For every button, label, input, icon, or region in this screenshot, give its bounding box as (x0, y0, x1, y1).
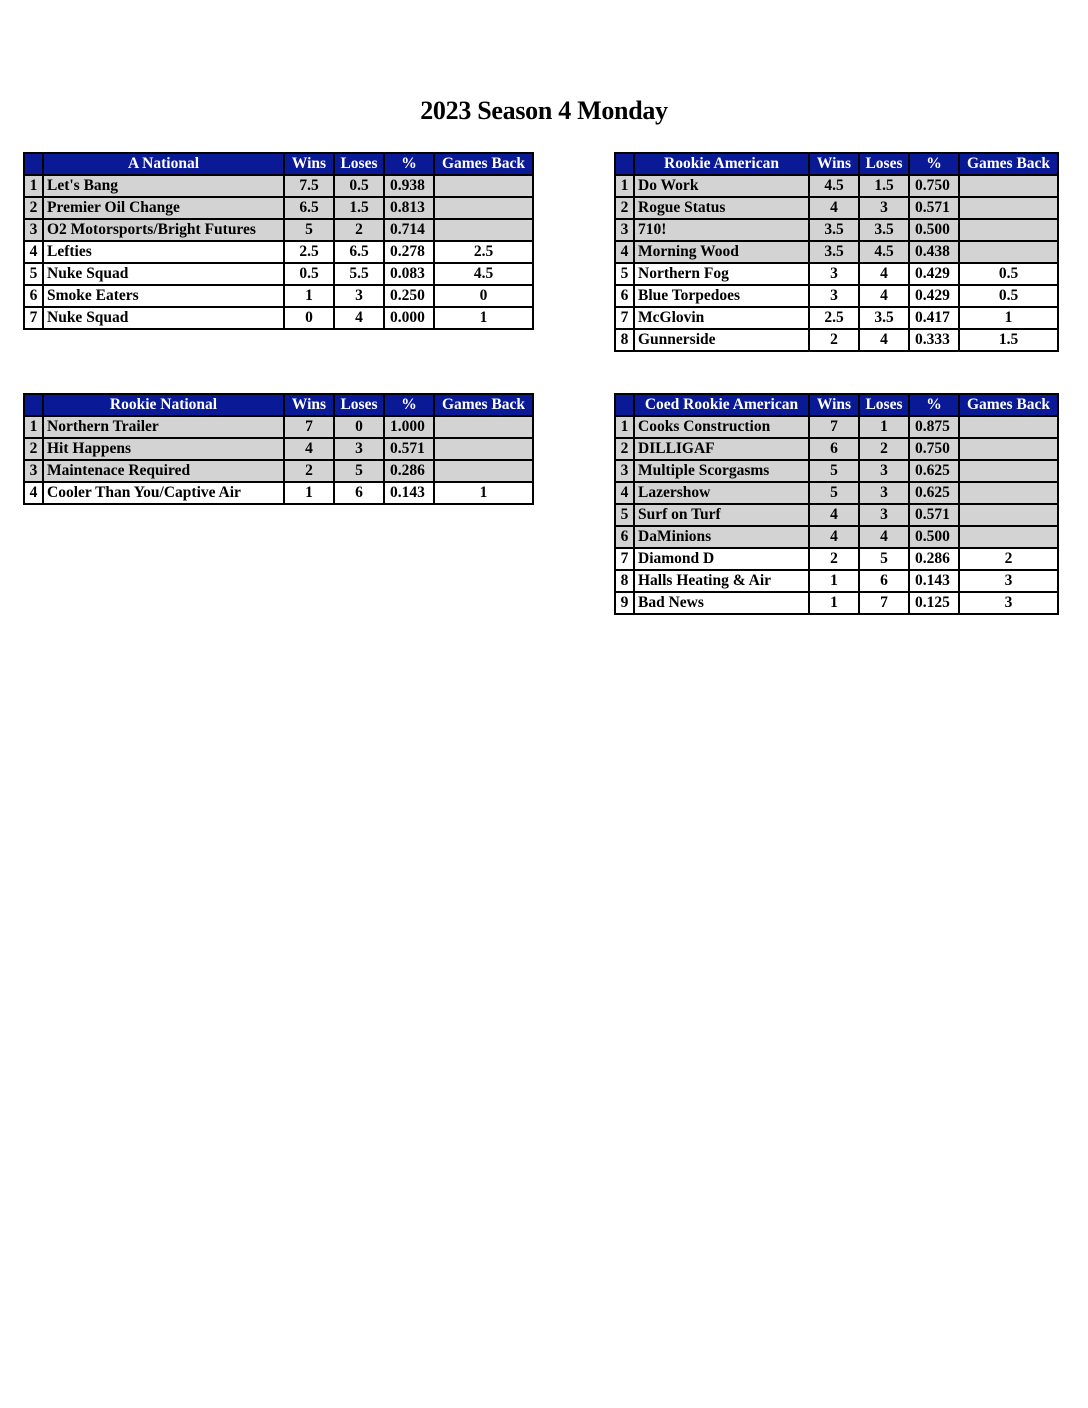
team-name-cell: 710! (634, 219, 809, 241)
games-back-cell (959, 197, 1058, 219)
games-back-cell (959, 482, 1058, 504)
loses-column-header: Loses (334, 394, 384, 416)
wins-cell: 4 (809, 526, 859, 548)
pct-column-header: % (384, 394, 434, 416)
games-back-cell (434, 416, 533, 438)
wins-cell: 7 (284, 416, 334, 438)
pct-cell: 0.625 (909, 482, 959, 504)
games-back-cell: 4.5 (434, 263, 533, 285)
games-back-cell (434, 219, 533, 241)
team-name-cell: DaMinions (634, 526, 809, 548)
loses-cell: 4 (859, 329, 909, 351)
loses-cell: 4 (859, 526, 909, 548)
page-title: 2023 Season 4 Monday (420, 96, 668, 125)
wins-cell: 4 (809, 197, 859, 219)
table-row (615, 241, 1058, 263)
wins-cell: 1 (284, 285, 334, 307)
table-row (24, 285, 533, 307)
rank-cell: 3 (615, 219, 634, 241)
division-name-header: Coed Rookie American (634, 394, 809, 416)
pct-cell: 0.571 (384, 438, 434, 460)
team-name-cell: Surf on Turf (634, 504, 809, 526)
loses-cell: 3 (859, 482, 909, 504)
table-row (615, 504, 1058, 526)
pct-cell: 0.429 (909, 285, 959, 307)
pct-cell: 0.286 (384, 460, 434, 482)
games-back-cell (959, 504, 1058, 526)
pct-column-header: % (384, 153, 434, 175)
rank-cell: 3 (24, 219, 43, 241)
table-header-row (24, 394, 533, 416)
loses-cell: 1.5 (334, 197, 384, 219)
team-name-cell: Rogue Status (634, 197, 809, 219)
games-back-cell (959, 219, 1058, 241)
pct-cell: 0.625 (909, 460, 959, 482)
loses-cell: 3 (334, 285, 384, 307)
rank-column-header (615, 153, 634, 175)
rank-column-header (24, 394, 43, 416)
table-row (24, 307, 533, 329)
loses-column-header: Loses (334, 153, 384, 175)
rank-cell: 3 (615, 460, 634, 482)
table-row (615, 438, 1058, 460)
team-name-cell: Premier Oil Change (43, 197, 284, 219)
loses-cell: 4 (334, 307, 384, 329)
table-row (615, 219, 1058, 241)
table-row (24, 175, 533, 197)
table-row (24, 482, 533, 504)
team-name-cell: McGlovin (634, 307, 809, 329)
wins-cell: 1 (809, 570, 859, 592)
table-row (615, 482, 1058, 504)
wins-column-header: Wins (284, 153, 334, 175)
pct-cell: 0.571 (909, 197, 959, 219)
table-row (615, 285, 1058, 307)
pct-cell: 0.500 (909, 526, 959, 548)
games-back-column-header: Games Back (959, 153, 1058, 175)
wins-cell: 3 (809, 263, 859, 285)
games-back-cell (959, 416, 1058, 438)
table-header-row (615, 394, 1058, 416)
team-name-cell: DILLIGAF (634, 438, 809, 460)
table-header-row (615, 153, 1058, 175)
wins-cell: 2 (809, 548, 859, 570)
wins-cell: 3.5 (809, 241, 859, 263)
games-back-cell (959, 460, 1058, 482)
pct-cell: 0.750 (909, 175, 959, 197)
loses-column-header: Loses (859, 153, 909, 175)
loses-cell: 1.5 (859, 175, 909, 197)
team-name-cell: Do Work (634, 175, 809, 197)
rank-cell: 7 (615, 307, 634, 329)
pct-cell: 0.143 (909, 570, 959, 592)
loses-cell: 2 (859, 438, 909, 460)
wins-cell: 4 (809, 504, 859, 526)
loses-cell: 3 (334, 438, 384, 460)
loses-cell: 6 (334, 482, 384, 504)
games-back-cell (959, 526, 1058, 548)
games-back-cell (434, 175, 533, 197)
wins-column-header: Wins (284, 394, 334, 416)
table-row (615, 570, 1058, 592)
pct-cell: 0.143 (384, 482, 434, 504)
rank-cell: 6 (615, 526, 634, 548)
team-name-cell: Hit Happens (43, 438, 284, 460)
team-name-cell: Nuke Squad (43, 307, 284, 329)
games-back-cell: 1 (434, 307, 533, 329)
games-back-cell: 1 (434, 482, 533, 504)
pct-cell: 0.750 (909, 438, 959, 460)
games-back-cell: 1.5 (959, 329, 1058, 351)
rank-column-header (615, 394, 634, 416)
pct-cell: 0.938 (384, 175, 434, 197)
wins-cell: 2 (809, 329, 859, 351)
pct-cell: 0.714 (384, 219, 434, 241)
rank-cell: 4 (615, 482, 634, 504)
pct-cell: 1.000 (384, 416, 434, 438)
pct-cell: 0.571 (909, 504, 959, 526)
rank-cell: 2 (24, 197, 43, 219)
team-name-cell: Northern Trailer (43, 416, 284, 438)
rank-cell: 6 (615, 285, 634, 307)
rank-cell: 5 (615, 263, 634, 285)
wins-cell: 6 (809, 438, 859, 460)
loses-cell: 7 (859, 592, 909, 614)
team-name-cell: Nuke Squad (43, 263, 284, 285)
loses-cell: 3 (859, 504, 909, 526)
table-row (24, 438, 533, 460)
games-back-cell: 0.5 (959, 263, 1058, 285)
pct-column-header: % (909, 394, 959, 416)
games-back-column-header: Games Back (959, 394, 1058, 416)
table-row (615, 329, 1058, 351)
table-row (615, 460, 1058, 482)
team-name-cell: Smoke Eaters (43, 285, 284, 307)
team-name-cell: Cooler Than You/Captive Air (43, 482, 284, 504)
rank-cell: 5 (24, 263, 43, 285)
team-name-cell: Let's Bang (43, 175, 284, 197)
loses-cell: 5.5 (334, 263, 384, 285)
games-back-column-header: Games Back (434, 153, 533, 175)
table-row (24, 416, 533, 438)
rank-cell: 7 (615, 548, 634, 570)
wins-cell: 1 (284, 482, 334, 504)
loses-cell: 6 (859, 570, 909, 592)
games-back-cell (434, 197, 533, 219)
wins-cell: 3 (809, 285, 859, 307)
wins-cell: 0 (284, 307, 334, 329)
rank-cell: 8 (615, 570, 634, 592)
wins-column-header: Wins (809, 394, 859, 416)
standings-table-coed-rookie-american (614, 393, 1059, 615)
table-row (24, 241, 533, 263)
rank-cell: 2 (615, 438, 634, 460)
standings-table-rookie-american (614, 152, 1059, 352)
loses-cell: 0.5 (334, 175, 384, 197)
table-row (24, 460, 533, 482)
loses-cell: 4 (859, 285, 909, 307)
team-name-cell: Cooks Construction (634, 416, 809, 438)
games-back-cell (959, 438, 1058, 460)
pct-cell: 0.813 (384, 197, 434, 219)
rank-cell: 1 (24, 416, 43, 438)
loses-cell: 0 (334, 416, 384, 438)
team-name-cell: O2 Motorsports/Bright Futures (43, 219, 284, 241)
rank-cell: 4 (615, 241, 634, 263)
team-name-cell: Northern Fog (634, 263, 809, 285)
table-row (24, 219, 533, 241)
division-name-header: A National (43, 153, 284, 175)
rank-cell: 1 (615, 416, 634, 438)
table-row (615, 548, 1058, 570)
rank-cell: 3 (24, 460, 43, 482)
table-row (615, 307, 1058, 329)
table-row (615, 197, 1058, 219)
team-name-cell: Lazershow (634, 482, 809, 504)
games-back-cell: 2 (959, 548, 1058, 570)
team-name-cell: Maintenace Required (43, 460, 284, 482)
table-row (615, 263, 1058, 285)
wins-cell: 3.5 (809, 219, 859, 241)
loses-cell: 3 (859, 460, 909, 482)
games-back-cell: 3 (959, 570, 1058, 592)
pct-cell: 0.500 (909, 219, 959, 241)
team-name-cell: Lefties (43, 241, 284, 263)
pct-cell: 0.000 (384, 307, 434, 329)
games-back-cell: 2.5 (434, 241, 533, 263)
table-row (615, 416, 1058, 438)
division-name-header: Rookie American (634, 153, 809, 175)
team-name-cell: Bad News (634, 592, 809, 614)
team-name-cell: Gunnerside (634, 329, 809, 351)
division-name-header: Rookie National (43, 394, 284, 416)
table-row (24, 263, 533, 285)
table-row (615, 526, 1058, 548)
games-back-cell (959, 241, 1058, 263)
wins-column-header: Wins (809, 153, 859, 175)
table-row (615, 592, 1058, 614)
wins-cell: 6.5 (284, 197, 334, 219)
wins-cell: 5 (809, 460, 859, 482)
pct-cell: 0.125 (909, 592, 959, 614)
team-name-cell: Diamond D (634, 548, 809, 570)
pct-cell: 0.875 (909, 416, 959, 438)
loses-cell: 6.5 (334, 241, 384, 263)
pct-cell: 0.286 (909, 548, 959, 570)
wins-cell: 5 (284, 219, 334, 241)
rank-cell: 2 (615, 197, 634, 219)
rank-cell: 2 (24, 438, 43, 460)
wins-cell: 2.5 (809, 307, 859, 329)
rank-cell: 9 (615, 592, 634, 614)
wins-cell: 2.5 (284, 241, 334, 263)
wins-cell: 4 (284, 438, 334, 460)
pct-cell: 0.083 (384, 263, 434, 285)
pct-cell: 0.438 (909, 241, 959, 263)
team-name-cell: Multiple Scorgasms (634, 460, 809, 482)
rank-cell: 8 (615, 329, 634, 351)
pct-cell: 0.417 (909, 307, 959, 329)
pct-cell: 0.278 (384, 241, 434, 263)
loses-cell: 3.5 (859, 219, 909, 241)
rank-cell: 4 (24, 241, 43, 263)
wins-cell: 5 (809, 482, 859, 504)
team-name-cell: Halls Heating & Air (634, 570, 809, 592)
pct-cell: 0.333 (909, 329, 959, 351)
games-back-cell: 0.5 (959, 285, 1058, 307)
games-back-cell (434, 438, 533, 460)
table-row (615, 175, 1058, 197)
games-back-cell: 0 (434, 285, 533, 307)
wins-cell: 1 (809, 592, 859, 614)
rank-cell: 1 (24, 175, 43, 197)
wins-cell: 7.5 (284, 175, 334, 197)
loses-cell: 2 (334, 219, 384, 241)
loses-column-header: Loses (859, 394, 909, 416)
games-back-cell: 1 (959, 307, 1058, 329)
pct-cell: 0.250 (384, 285, 434, 307)
team-name-cell: Morning Wood (634, 241, 809, 263)
wins-cell: 0.5 (284, 263, 334, 285)
table-row (24, 197, 533, 219)
rank-cell: 6 (24, 285, 43, 307)
pct-column-header: % (909, 153, 959, 175)
wins-cell: 4.5 (809, 175, 859, 197)
loses-cell: 5 (334, 460, 384, 482)
team-name-cell: Blue Torpedoes (634, 285, 809, 307)
loses-cell: 1 (859, 416, 909, 438)
loses-cell: 5 (859, 548, 909, 570)
rank-cell: 7 (24, 307, 43, 329)
games-back-cell (959, 175, 1058, 197)
standings-table-a-national (23, 152, 534, 330)
pct-cell: 0.429 (909, 263, 959, 285)
games-back-column-header: Games Back (434, 394, 533, 416)
wins-cell: 2 (284, 460, 334, 482)
rank-column-header (24, 153, 43, 175)
rank-cell: 4 (24, 482, 43, 504)
loses-cell: 3.5 (859, 307, 909, 329)
wins-cell: 7 (809, 416, 859, 438)
rank-cell: 5 (615, 504, 634, 526)
rank-cell: 1 (615, 175, 634, 197)
loses-cell: 4.5 (859, 241, 909, 263)
loses-cell: 3 (859, 197, 909, 219)
standings-table-rookie-national (23, 393, 534, 505)
table-header-row (24, 153, 533, 175)
games-back-cell (434, 460, 533, 482)
loses-cell: 4 (859, 263, 909, 285)
games-back-cell: 3 (959, 592, 1058, 614)
